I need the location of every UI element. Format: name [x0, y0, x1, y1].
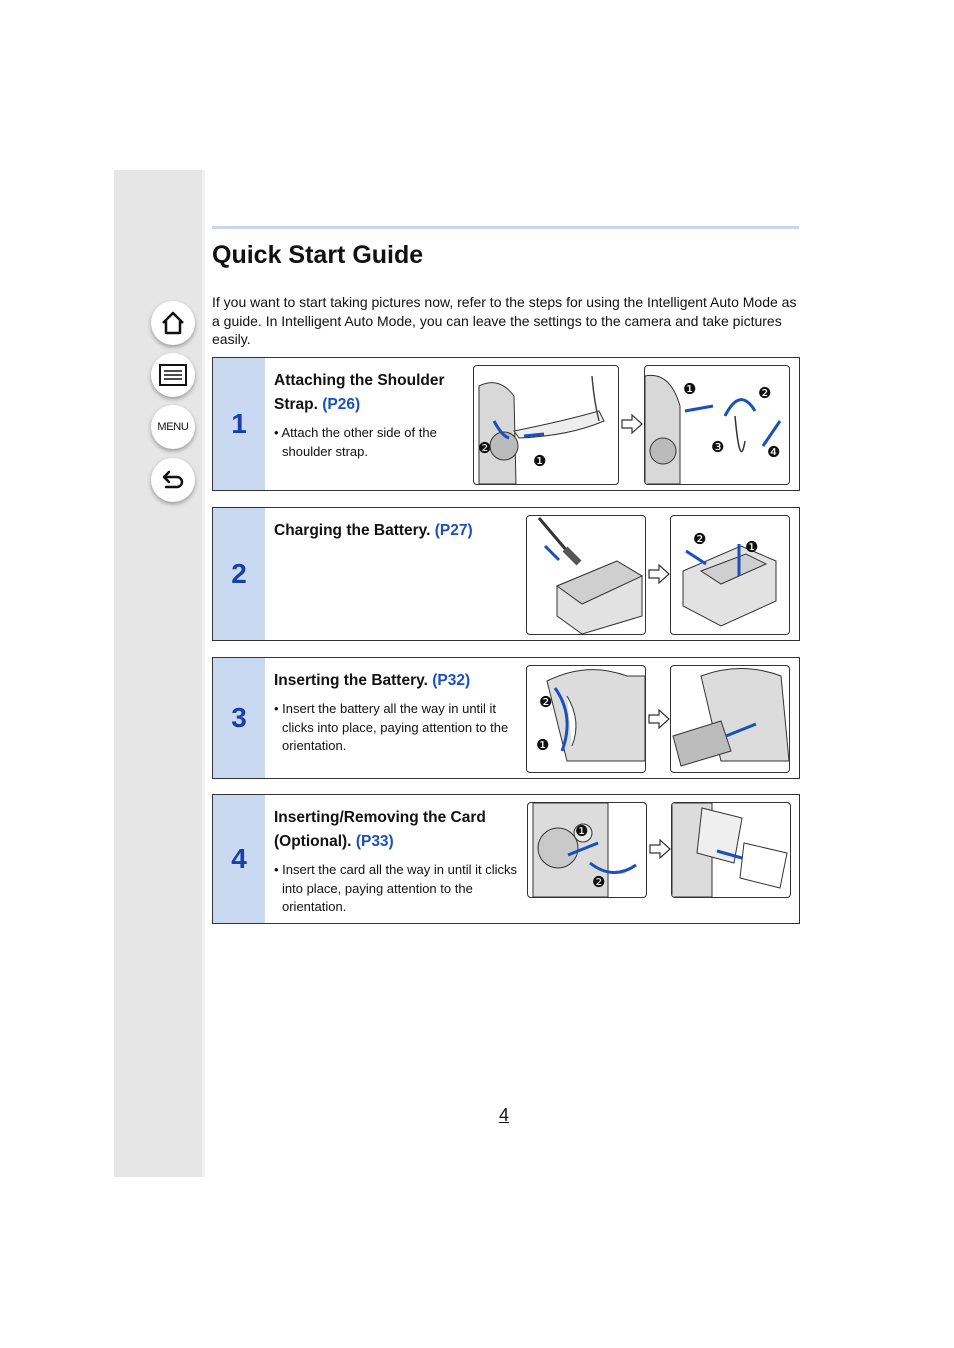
step-note: • Insert the card all the way in until it clicks into place, paying attention to the orientation.	[274, 862, 517, 914]
step-heading: Charging the Battery. (P27)	[274, 522, 473, 539]
menu-label: MENU	[157, 421, 189, 433]
page-link[interactable]: (P27)	[434, 522, 473, 539]
step-number: 4	[213, 795, 265, 923]
page-link[interactable]: (P26)	[322, 396, 361, 413]
marker: ❸	[711, 439, 725, 456]
page-number: 4	[499, 1105, 510, 1125]
menu-button[interactable]	[151, 405, 195, 449]
page-link[interactable]: (P33)	[355, 833, 394, 850]
battery-illustration-1	[526, 665, 646, 773]
step-note: • Attach the other side of the shoulder strap.	[274, 425, 437, 459]
back-icon	[160, 468, 186, 492]
contents-list-icon	[159, 364, 187, 386]
charger-illustration-2	[670, 515, 790, 635]
marker: ❹	[767, 444, 781, 461]
card-illustration-2	[671, 802, 791, 898]
marker: ❶	[533, 453, 547, 470]
marker: ❶	[536, 737, 550, 754]
title-rule	[212, 226, 799, 229]
page-link[interactable]: (P32)	[432, 672, 471, 689]
step-3	[212, 657, 800, 779]
battery-illustration-2	[670, 665, 790, 773]
step-number: 2	[213, 508, 265, 640]
step-heading: Inserting/Removing the Card (Optional). (P33)	[274, 809, 486, 850]
next-arrow-icon	[648, 709, 670, 729]
step-number: 3	[213, 658, 265, 778]
step-2	[212, 507, 800, 641]
card-illustration-1	[527, 802, 647, 898]
contents-button[interactable]	[151, 353, 195, 397]
home-icon	[160, 310, 186, 336]
step-heading: Inserting the Battery. (P32)	[274, 672, 471, 689]
strap-illustration-2	[644, 365, 790, 485]
step-number: 1	[213, 358, 265, 490]
step-heading: Attaching the Shoulder Strap. (P26)	[274, 372, 445, 413]
marker: ❷	[592, 874, 606, 891]
step-note: • Insert the battery all the way in until it clicks into place, paying attention to the orientation.	[274, 701, 509, 753]
marker: ❷	[539, 694, 553, 711]
step-1	[212, 357, 800, 491]
page-title: Quick Start Guide	[212, 241, 424, 269]
next-arrow-icon	[621, 414, 643, 434]
marker: ❷	[478, 440, 492, 457]
next-arrow-icon	[649, 839, 671, 859]
marker: ❷	[693, 531, 707, 548]
marker: ❶	[575, 823, 589, 840]
step-4	[212, 794, 800, 924]
marker: ❶	[683, 381, 697, 398]
next-arrow-icon	[648, 564, 670, 584]
home-button[interactable]	[151, 301, 195, 345]
strap-illustration-1	[473, 365, 619, 485]
back-button[interactable]	[151, 458, 195, 502]
intro-paragraph: If you want to start taking pictures now, refer to the steps for using the Intelligent Auto Mode as a guide. In Intelligent Auto Mode, you can leave the settings to the camera and take pictures easily.	[212, 294, 797, 347]
marker: ❷	[758, 385, 772, 402]
charger-illustration-1	[526, 515, 646, 635]
marker: ❶	[745, 539, 759, 556]
sidebar-edge	[202, 170, 205, 1177]
